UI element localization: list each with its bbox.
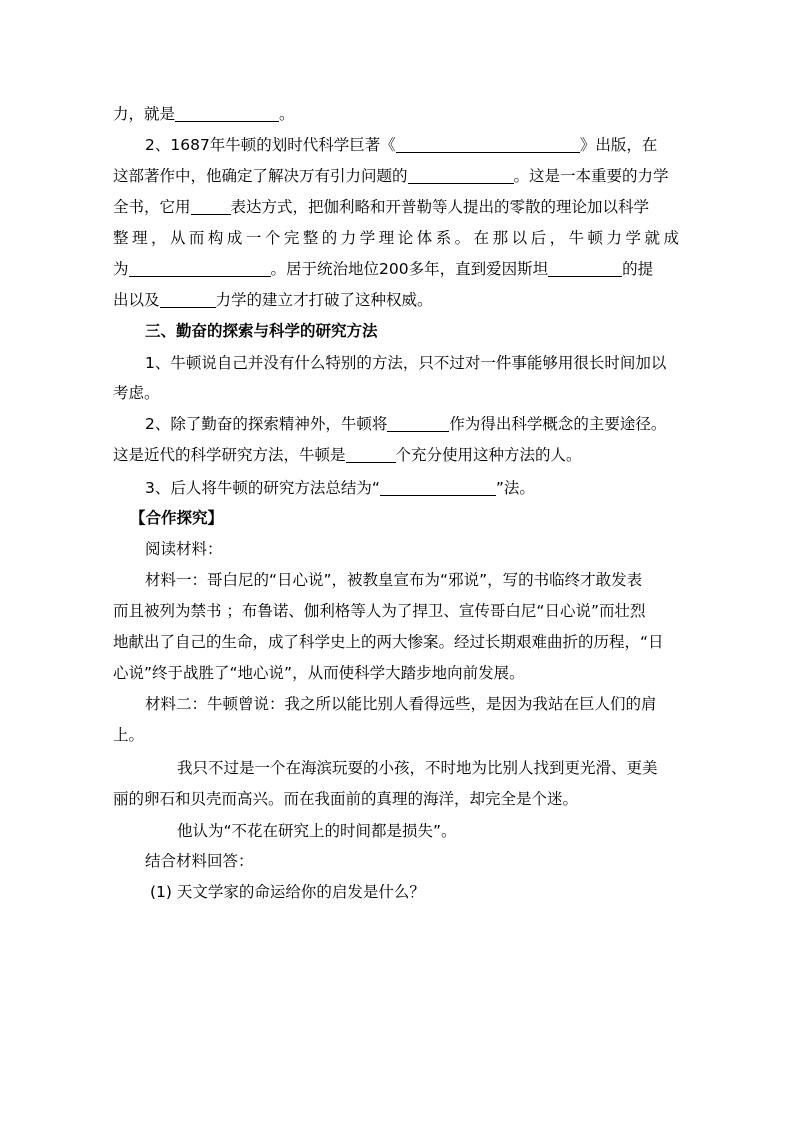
text-line — [145, 134, 713, 156]
question-text: (1) 天文学家的命运给你的启发是什么？ — [150, 883, 425, 901]
line-text: 这部著作中，他确定了解决万有引力问题的 — [113, 167, 408, 185]
text-line — [113, 227, 679, 249]
line-text: 丽的卵石和贝壳而高兴。而在我面前的真理的海洋，却完全是个迷。 — [113, 790, 579, 808]
line-text: 2、1687年牛顿的划时代科学巨著《 — [145, 136, 396, 154]
line-text: 材料一：哥白尼的“日心说”，被教皇宣布为“邪说”，写的书临终才敢发表 — [145, 571, 643, 589]
line-text: 整理，从而构成一个完整的力学理论体系。在那以后，牛顿力学就成 — [113, 229, 679, 247]
fill-blank — [191, 198, 231, 215]
line-text: 力学的建立才打破了这种权威。 — [215, 291, 433, 309]
line-text: 个充分使用这种方法的人。 — [395, 446, 582, 464]
line-text: 。 — [279, 105, 295, 123]
text-line — [113, 382, 681, 404]
text-line — [113, 165, 681, 187]
fill-blank — [129, 260, 271, 277]
line-text: 。居于统治地位200多年，直到爱因斯坦 — [270, 260, 549, 278]
line-text: 上。 — [113, 726, 145, 744]
line-text: ”法。 — [495, 479, 535, 497]
line-text: 结合材料回答： — [145, 852, 254, 870]
line-text: 而且被列为禁书 ；布鲁诺、伽利格等人为了捍卫、宣传哥白尼“日心说”而壮烈 — [113, 602, 646, 620]
heading-text: 三、勤奋的探索与科学的研究方法 — [145, 322, 378, 340]
text-line — [145, 693, 713, 715]
text-line — [145, 477, 713, 499]
text-line — [113, 631, 681, 653]
text-line — [113, 258, 681, 280]
line-text: 1、牛顿说自己并没有什么特别的方法，只不过对一件事能够用很长时间加以 — [145, 354, 667, 372]
line-text: 。这是一本重要的力学 — [513, 167, 669, 185]
section-heading — [130, 507, 698, 529]
fill-blank — [396, 136, 580, 153]
line-text: 3、后人将牛顿的研究方法总结为“ — [145, 479, 380, 497]
text-line — [113, 444, 681, 466]
text-line — [177, 757, 745, 779]
text-line — [145, 569, 713, 591]
line-text: 出以及 — [113, 291, 160, 309]
fill-blank — [346, 446, 396, 463]
text-line — [145, 538, 713, 560]
line-text: 阅读材料： — [145, 540, 223, 558]
heading-text: 【合作探究】 — [130, 509, 224, 527]
line-text: 力，就是 — [113, 105, 176, 123]
line-text: 他认为“不花在研究上的时间都是损失”。 — [177, 822, 457, 840]
text-line — [145, 413, 713, 435]
text-line — [145, 850, 713, 872]
fill-blank — [175, 105, 279, 122]
line-text: 表达方式，把伽利略和开普勒等人提出的零散的理论加以科学 — [230, 198, 650, 216]
line-text: 的提 — [622, 260, 654, 278]
text-line — [113, 724, 681, 746]
text-line — [113, 103, 681, 125]
question-line — [150, 881, 718, 903]
text-line — [113, 662, 681, 684]
text-line — [177, 820, 745, 842]
line-text: 我只不过是一个在海滨玩耍的小孩，不时地为比别人找到更光滑、更美 — [177, 759, 658, 777]
fill-blank — [408, 167, 514, 184]
fill-blank — [380, 479, 496, 496]
line-text: 全书，它用 — [113, 198, 191, 216]
line-text: 地献出了自己的生命，成了科学史上的两大惨案。经过长期艰难曲折的历程，“日 — [113, 633, 664, 651]
text-line — [113, 788, 681, 810]
line-text: 心说”终于战胜了“地心说”，从而使科学大踏步地向前发展。 — [113, 664, 525, 682]
text-line — [145, 352, 713, 374]
fill-blank — [387, 415, 449, 432]
line-text: 材料二：牛顿曾说：我之所以能比别人看得远些，是因为我站在巨人们的肩 — [145, 695, 657, 713]
text-line — [113, 600, 681, 622]
text-line — [113, 289, 681, 311]
line-text: 作为得出科学概念的主要途径。 — [449, 415, 667, 433]
fill-blank — [160, 291, 216, 308]
line-text: 》出版，在 — [579, 136, 658, 154]
line-text: 为 — [113, 260, 129, 278]
line-text: 2、除了勤奋的探索精神外，牛顿将 — [145, 415, 388, 433]
line-text: 考虑。 — [113, 384, 160, 402]
line-text: 这是近代的科学研究方法，牛顿是 — [113, 446, 346, 464]
fill-blank — [548, 260, 622, 277]
section-heading — [145, 320, 713, 342]
text-line — [113, 196, 681, 218]
